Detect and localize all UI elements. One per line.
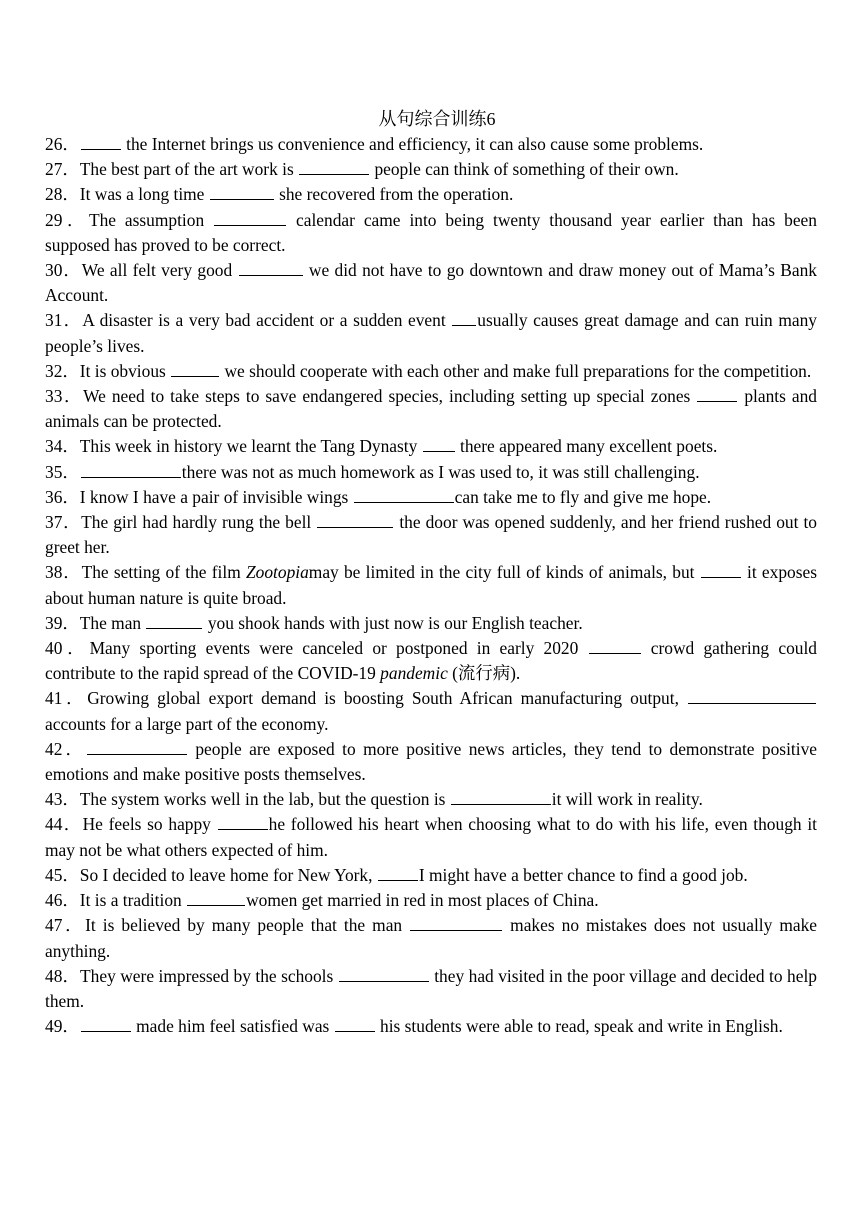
answer-blank[interactable] — [218, 815, 268, 830]
question-text: they had visited in the poor village and decided to help them. — [45, 965, 817, 1011]
question-number: 28． — [45, 184, 80, 205]
question-number: 38． — [45, 562, 82, 583]
italic-term: pandemic — [380, 663, 448, 684]
question-number: 33． — [45, 386, 84, 407]
question-text: We need to take steps to save endangered species, including setting up special zones — [83, 386, 697, 407]
question-item — [45, 157, 817, 182]
answer-blank[interactable] — [378, 866, 418, 881]
question-text: the Internet brings us convenience and efficiency, it can also cause some problems. — [121, 134, 704, 154]
question-number: 40． — [45, 638, 90, 659]
question-text: It is believed by many people that the man — [85, 915, 410, 936]
question-item — [45, 510, 817, 560]
question-text: The assumption — [88, 209, 214, 230]
question-text: The system works well in the lab, but the question is — [79, 789, 450, 810]
question-text: So I decided to leave home for New York, — [79, 864, 377, 885]
answer-blank[interactable] — [335, 1017, 375, 1032]
answer-blank[interactable] — [339, 967, 429, 982]
question-text: plants and animals can be protected. — [45, 386, 817, 432]
answer-blank[interactable] — [299, 160, 369, 175]
question-item — [45, 485, 817, 510]
question-text: it exposes about human nature is quite broad. — [45, 562, 817, 608]
question-text: It is a tradition — [79, 890, 187, 911]
question-text: calendar came into being twenty thousand year earlier than has been supposed has proved to be correct. — [45, 209, 817, 255]
question-text: we should cooperate with each other and make full preparations for the competition. — [220, 360, 812, 381]
question-text: The best part of the art work is — [79, 159, 299, 180]
question-number: 45． — [45, 864, 80, 885]
question-number: 27． — [45, 159, 80, 180]
question-item — [45, 686, 817, 736]
question-text: she recovered from the operation. — [274, 184, 514, 205]
question-text: I might have a better chance to find a good job. — [418, 864, 748, 885]
question-number: 26． — [45, 134, 80, 154]
document-page — [45, 106, 817, 1039]
answer-blank[interactable] — [146, 614, 202, 629]
question-text: makes no mistakes does not usually make anything. — [45, 915, 817, 961]
answer-blank[interactable] — [81, 463, 181, 478]
question-item — [45, 434, 817, 459]
question-text: crowd gathering could contribute to the rapid spread of the COVID-19 — [45, 638, 817, 684]
answer-blank[interactable] — [81, 1017, 131, 1032]
italic-term: Zootopia — [245, 562, 309, 583]
question-number: 44． — [45, 814, 83, 835]
answer-blank[interactable] — [688, 689, 816, 704]
question-text: may be limited in the city full of kinds of animals, but — [308, 562, 700, 583]
answer-blank[interactable] — [87, 740, 187, 755]
question-text: (流行病). — [447, 663, 521, 684]
question-item — [45, 258, 817, 308]
question-text: there appeared many excellent poets. — [455, 436, 718, 457]
question-item — [45, 132, 817, 157]
question-number: 48． — [45, 965, 81, 986]
question-text: It is obvious — [79, 360, 171, 381]
question-text: accounts for a large part of the economy. — [45, 713, 329, 734]
question-text: The man — [79, 612, 146, 633]
question-item — [45, 787, 817, 812]
question-text: it will work in reality. — [551, 789, 703, 810]
question-number: 32． — [45, 360, 80, 381]
question-text: A disaster is a very bad accident or a sudden event — [82, 310, 452, 331]
question-text: He feels so happy — [82, 814, 217, 835]
question-text: The girl had hardly rung the bell — [81, 512, 317, 533]
question-text: It was a long time — [79, 184, 209, 205]
question-item — [45, 888, 817, 913]
question-item — [45, 636, 817, 686]
question-text: there was not as much homework as I was used to, it was still challenging. — [181, 461, 700, 482]
question-text: the door was opened suddenly, and her friend rushed out to greet her. — [45, 512, 817, 558]
question-number: 39． — [45, 612, 80, 633]
question-item — [45, 964, 817, 1014]
question-number: 36． — [45, 486, 80, 507]
question-item — [45, 384, 817, 434]
question-number: 46． — [45, 890, 80, 911]
question-text: I know I have a pair of invisible wings — [79, 486, 353, 507]
question-text: Many sporting events were canceled or postponed in early 2020 — [89, 638, 588, 659]
question-item — [45, 863, 817, 888]
answer-blank[interactable] — [214, 211, 286, 226]
question-text: his students were able to read, speak and write in English. — [375, 1016, 783, 1037]
question-text: The setting of the film — [81, 562, 246, 583]
question-text: people can think of something of their own. — [370, 159, 679, 180]
question-number: 49． — [45, 1016, 80, 1037]
question-number: 37． — [45, 512, 82, 533]
question-number: 29． — [45, 209, 89, 230]
question-item — [45, 308, 817, 358]
answer-blank[interactable] — [210, 185, 274, 200]
question-text: people are exposed to more positive news articles, they tend to demonstrate positive emotions and make positive posts themselves. — [45, 738, 817, 785]
page-title: 从句综合训练6 — [378, 109, 496, 129]
answer-blank[interactable] — [452, 311, 476, 326]
question-text: Growing global export demand is boosting South African manufacturing output, — [87, 688, 687, 709]
question-item — [45, 560, 817, 610]
question-number: 34． — [45, 436, 80, 457]
answer-blank[interactable] — [423, 437, 455, 452]
question-number: 30． — [45, 260, 82, 281]
question-text: he followed his heart when choosing what to do with his life, even though it may not be what others expected of him. — [45, 814, 817, 860]
question-item — [45, 812, 817, 862]
question-item — [45, 1014, 817, 1039]
question-number: 31． — [45, 310, 83, 331]
question-text: made him feel satisfied was — [131, 1016, 334, 1037]
question-item — [45, 913, 817, 963]
question-number: 42． — [45, 738, 86, 759]
answer-blank[interactable] — [187, 891, 245, 906]
question-number: 47． — [45, 915, 86, 936]
question-text: They were impressed by the schools — [80, 965, 338, 986]
question-text: usually causes great damage and can ruin many people’s lives. — [45, 310, 817, 356]
question-item — [45, 460, 817, 485]
answer-blank[interactable] — [81, 135, 121, 150]
question-text: can take me to fly and give me hope. — [454, 486, 712, 507]
answer-blank[interactable] — [171, 362, 219, 377]
answer-blank[interactable] — [589, 639, 641, 654]
question-list — [45, 132, 817, 1039]
answer-blank[interactable] — [451, 790, 551, 805]
question-text: we did not have to go downtown and draw money out of Mama’s Bank Account. — [45, 260, 817, 306]
question-number: 41． — [45, 688, 88, 709]
question-item — [45, 208, 817, 258]
answer-blank[interactable] — [410, 916, 502, 931]
question-item — [45, 182, 817, 207]
answer-blank[interactable] — [239, 261, 303, 276]
question-text: We all felt very good — [81, 260, 238, 281]
question-number: 43． — [45, 789, 80, 810]
question-text: women get married in red in most places of China. — [246, 890, 599, 911]
answer-blank[interactable] — [701, 563, 741, 578]
question-text: This week in history we learnt the Tang Dynasty — [79, 436, 422, 457]
question-number: 35． — [45, 461, 80, 482]
answer-blank[interactable] — [697, 387, 737, 402]
question-item — [45, 737, 817, 787]
question-item — [45, 359, 817, 384]
answer-blank[interactable] — [317, 513, 393, 528]
answer-blank[interactable] — [354, 488, 454, 503]
question-text: you shook hands with just now is our English teacher. — [203, 612, 583, 633]
question-item — [45, 611, 817, 636]
